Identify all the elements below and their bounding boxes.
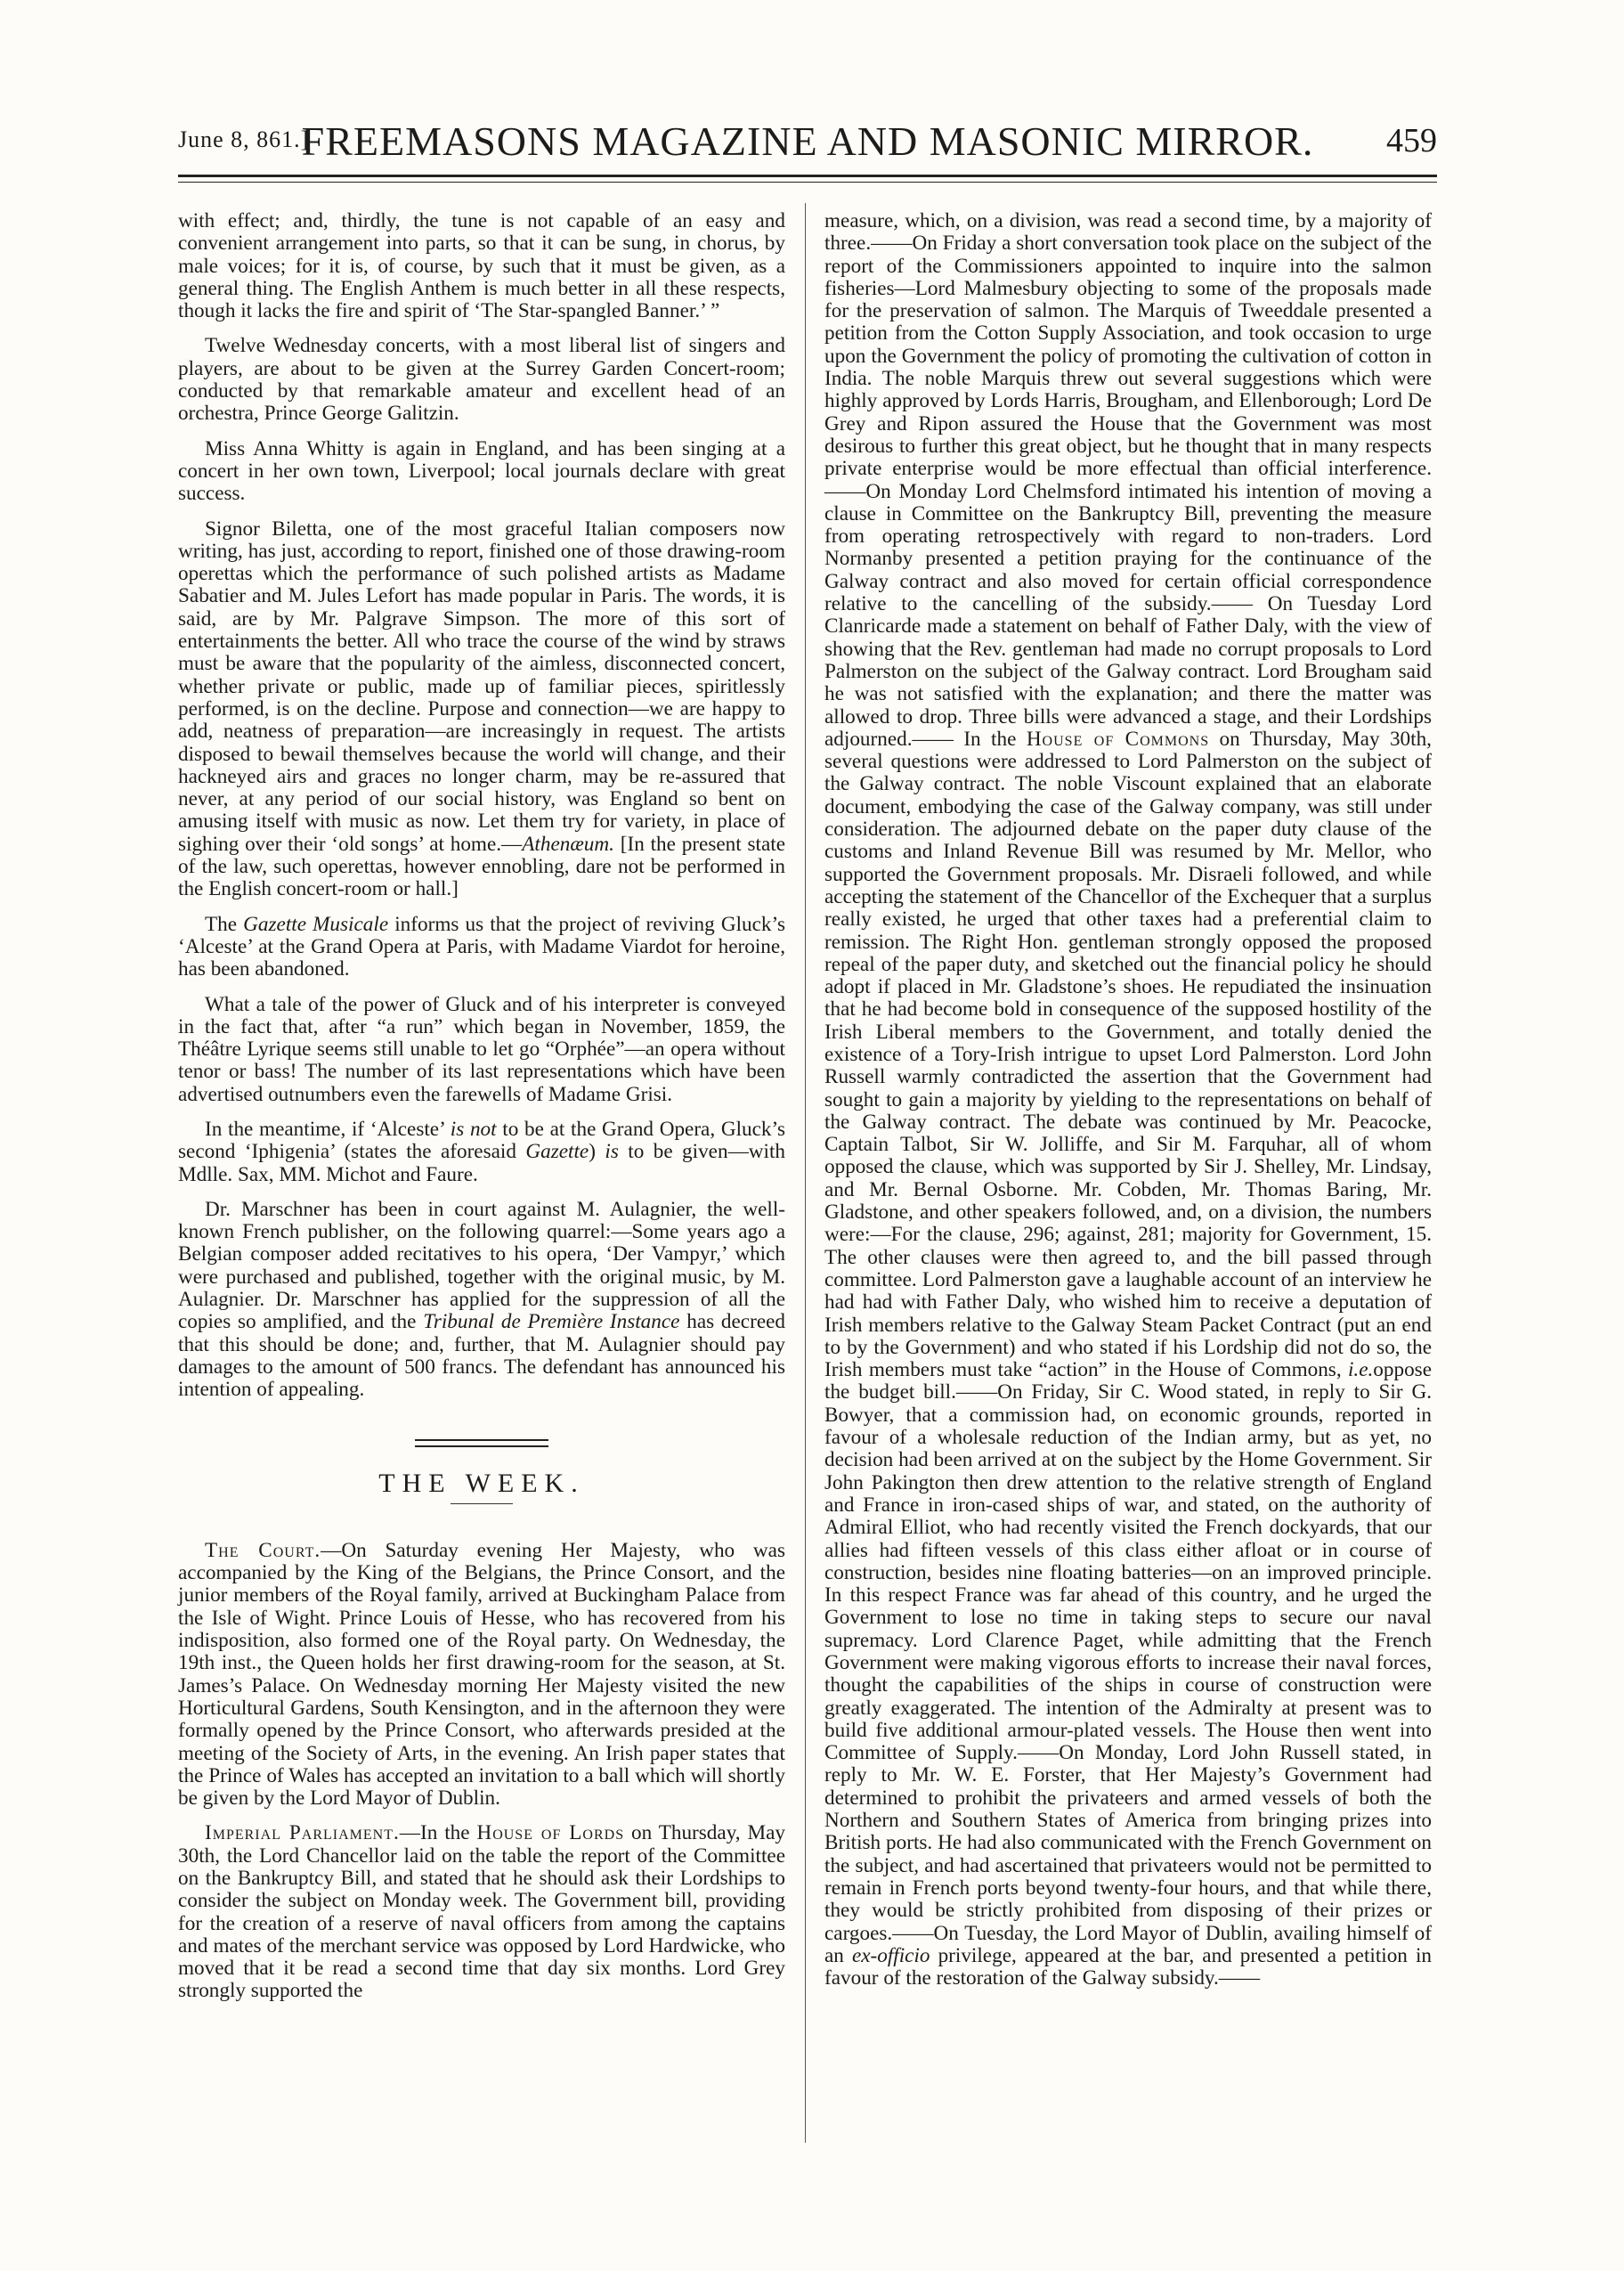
left-column [178, 210, 785, 2015]
court-heading: The Court. [205, 1538, 321, 1562]
house-of-commons: House of Commons [1026, 727, 1210, 751]
section-title-the-week: THE WEEK. [378, 1468, 585, 1498]
page-header [178, 114, 1437, 167]
parliament-heading: Imperial Parliament. [205, 1821, 400, 1845]
header-rule-thin [178, 182, 1437, 183]
paragraph-concerts: Twelve Wednesday concerts, with a most liberal list of singers and players, are about to be given at the Surrey Garden Concert-room; conducted by that remarkable amateur and excellent head of an orchestra, Prince George Galitzin. [178, 334, 785, 426]
issue-date: June 8, 861.] [178, 126, 310, 152]
paragraph-anthem: with effect; and, thirdly, the tune is not capable of an easy and convenient arrangement into parts, so that it can be sung, in chorus, by male voices; for it is, of course, by such that it must be given, as a general thing. The English Anthem is much better in all these respects, though it lacks the fire and spirit of ‘The Star-spangled Banner.’ ” [178, 209, 785, 323]
right-column [824, 210, 1432, 1990]
paragraph-whitty: Miss Anna Whitty is again in England, and has been singing at a concert in her own town, Liverpool; local journals declare with great success. [178, 436, 785, 506]
paragraph-orphee: What a tale of the power of Gluck and of his interpreter is conveyed in the fact that, after “a run” which began in November, 1859, the Théâtre Lyrique seems still unable to let go “Orphée”—an opera without tenor or bass! The number of its last representations which have been advertised outnumbers even the farewells of Madame Grisi. [178, 992, 785, 1106]
page-number: 459 [1386, 122, 1437, 159]
paragraph-parliament: Imperial Parliament.—In the House of Lords on Thursday, May 30th, the Lord Chancellor laid on the table the report of the Committee on the Bankruptcy Bill, and stated that he should ask their Lordships to consider the subject on Monday week. The Government bill, providing for the creation of a reserve of naval officers from among the captains and mates of the merchant service was opposed by Lord Hardwicke, who moved that it be read a second time that day six months. Lord Grey strongly supported the [178, 1821, 785, 2003]
section-title-rule [451, 1503, 513, 1504]
paragraph-parliament-continued: measure, which, on a division, was read a second time, by a majority of three.——On Friday a short conversation took place on the subject of the report of the Commissioners appointed to inquire into the salmon fisheries—Lord Malmesbury objecting to some of the proposals made for the preservation of salmon. The Marquis of Tweeddale presented a petition from the Cotton Supply Association, and took occasion to urge upon the Government the policy of promoting the cultivation of cotton in India. The noble Marquis threw out several suggestions which were highly approved by Lords Harris, Brougham, and Ellenborough; Lord De Grey and Ripon assured the House that the Government was most desirous to further this great object, but he thought that in many respects private enterprise would be more effectual than official interference. ——On Monday Lord Chelmsford intimated his intention of moving a clause in Committee on the Bankruptcy Bill, preventing the measure from operating retrospectively with regard to non-traders. Lord Normanby presented a petition praying for the continuance of the Galway contract and also moved for certain official correspondence relative to the cancelling of the subsidy.—— On Tuesday Lord Clanricarde made a statement on behalf of Father Daly, with the view of showing that the Rev. gentleman had made no corrupt proposals to Lord Palmerston on the subject of the Galway contract. Lord Brougham said he was not satisfied with the explanation; and there the matter was allowed to drop. Three bills were advanced a stage, and their Lordships adjourned.—— In the House of Commons on Thursday, May 30th, several questions were addressed to Lord Palmerston on the subject of the Galway contract. The noble Viscount explained that an elaborate document, embodying the case of the Galway company, was still under consideration. The adjourned debate on the paper duty clause of the customs and Inland Revenue Bill was resumed by Mr. Mellor, who supported the Government proposals. Mr. Disraeli followed, and while accepting the statement of the Chancellor of the Exchequer that a surplus really existed, he urged that other taxes had a preferential claim to remission. The Right Hon. gentleman strongly opposed the proposed repeal of the paper duty, and sketched out the financial policy he should adopt if placed in Mr. Gladstone’s shoes. He repudiated the insinuation that he had become bold in consequence of the supposed hostility of the Irish Liberal members to the Government, and totally denied the existence of a Tory-Irish intrigue to upset Lord Palmerston. Lord John Russell warmly contradicted the assertion that the Government had sought to gain a majority by yielding to the representations on behalf of the Galway contract. The debate was continued by Mr. Peacocke, Captain Talbot, Sir W. Jolliffe, and Sir M. Farquhar, all of whom opposed the clause, which was supported by Sir J. Shelley, Mr. Lindsay, and Mr. Bernal Osborne. Mr. Cobden, Mr. Thomas Baring, Mr. Gladstone, and other speakers followed, and, on a division, the numbers were:—For the clause, 296; against, 281; majority for Government, 15. The other clauses were then agreed to, and the bill passed through committee. Lord Palmerston gave a laughable account of an interview he had had with Father Daly, who wished him to receive a deputation of Irish members relative to the Galway Steam Packet Contract (put an end to by the Government) and who stated if his Lordship did not do so, the Irish members must take “action” in the House of Commons, i.e.oppose the budget bill.——On Friday, Sir C. Wood stated, in reply to Sir G. Bowyer, that a commission had, on economic grounds, reported in favour of a wholesale reduction of the Indian army, but as yet, no decision had been arrived at on the subject by the Home Government. Sir John Pakington then drew attention to the relative strength of England and France in iron-cased ships of war, and stated, on the authority of Admiral Elliot, who had recently visited the French dockyards, that our allies had fifteen vessels of this class either afloat or in course of construction, besides nine floating batteries—on an improved principle. In this respect France was far ahead of this country, and he urged the Government to lose no time in taking steps to secure our naval supremacy. Lord Clarence Paget, while admitting that the French Government were making vigorous efforts to increase their naval forces, thought the capabilities of the ships in course of construction were greatly exaggerated. The intention of the Admiralty at present was to build five additional armour-plated vessels. The House then went into Committee of Supply.——On Monday, Lord John Russell stated, in reply to Mr. W. E. Forster, that Her Majesty’s Government had determined to prohibit the privateers and armed vessels of both the Northern and Southern States of America from bringing prizes into British ports. He had also communicated with the French Government on the subject, and had ascertained that privateers would not be permitted to remain in French ports beyond twenty-four hours, and that while there, they would be strictly prohibited from disposing of their prizes or cargoes.——On Tuesday, the Lord Mayor of Dublin, availing himself of an ex-officio privilege, appeared at the bar, and presented a petition in favour of the restoration of the Galway subsidy.—— [824, 209, 1432, 1990]
tribunal: Tribunal de Première Instance [423, 1310, 680, 1334]
paragraph-iphigenia: In the meantime, if ‘Alceste’ is not to be at the Grand Opera, Gluck’s second ‘Iphigenia’ (states the aforesaid Gazette) is to be given—with Mdlle. Sax, MM. Michot and Faure. [178, 1117, 785, 1186]
paragraph-marschner: Dr. Marschner has been in court against M. Aulagnier, the well-known French publisher, on the following quarrel:—Some years ago a Belgian composer added recitatives to his opera, ‘Der Vampyr,’ which were purchased and published, together with the original music, by M. Aulagnier. Dr. Marschner has applied for the suppression of all the copies so amplified, and the Tribunal de Première Instance has decreed that this should be done; and, further, that M. Aulagnier should pay damages to the amount of 500 francs. The defendant has announced his intention of appealing. [178, 1197, 785, 1402]
column-divider [805, 203, 806, 2143]
paragraph-biletta: Signor Biletta, one of the most graceful Italian composers now writing, has just, according to report, finished one of those drawing-room operettas which the performance of such polished artists as Madame Sabatier and M. Jules Lefort has made popular in Paris. The words, it is said, are by Mr. Palgrave Simpson. The more of this sort of entertainments the better. All who trace the course of the wind by straws must be aware that the popularity of the aimless, disconnected concert, whether private or public, made up of familiar pieces, spiritlessly performed, is on the decline. Purpose and connection—we are happy to add, neatness of preparation—are increasingly in request. The artists disposed to bewail themselves because the world will change, and their hackneyed airs and graces no longer charm, may be re-assured that never, at any period of our social history, was England so bent on amusing itself with music as now. Let them try for variety, in place of sighing over their ‘old songs’ at home.—Athenæum. [In the present state of the law, such operettas, however ennobling, dare not be performed in the English concert-room or hall.] [178, 517, 785, 901]
header-rule-thick [178, 175, 1437, 177]
source-athenaeum: Athenæum. [522, 832, 614, 856]
paragraph-alceste: The Gazette Musicale informs us that the project of reviving Gluck’s ‘Alceste’ at the Grand Opera at Paris, with Madame Viardot for heroine, has been abandoned. [178, 912, 785, 981]
gazette-musicale: Gazette Musicale [243, 912, 389, 936]
section-double-rule [415, 1439, 548, 1447]
paragraph-court: The Court.—On Saturday evening Her Majesty, who was accompanied by the King of the Belgians, the Prince Consort, and the junior members of the Royal family, arrived at Buckingham Palace from the Isle of Wight. Prince Louis of Hesse, who has recovered from his indisposition, also formed one of the Royal party. On Wednesday, the 19th inst., the Queen holds her first drawing-room for the season, at St. James’s Palace. On Wednesday morning Her Majesty visited the new Horticultural Gardens, South Kensington, and in the afternoon they were formally opened by the Prince Consort, who afterwards presided at the meeting of the Society of Arts, in the evening. An Irish paper states that the Prince of Wales has accepted an invitation to a ball which will shortly be given by the Lord Mayor of Dublin. [178, 1538, 785, 1811]
magazine-title: FREEMASONS MAGAZINE AND MASONIC MIRROR. [301, 118, 1314, 164]
